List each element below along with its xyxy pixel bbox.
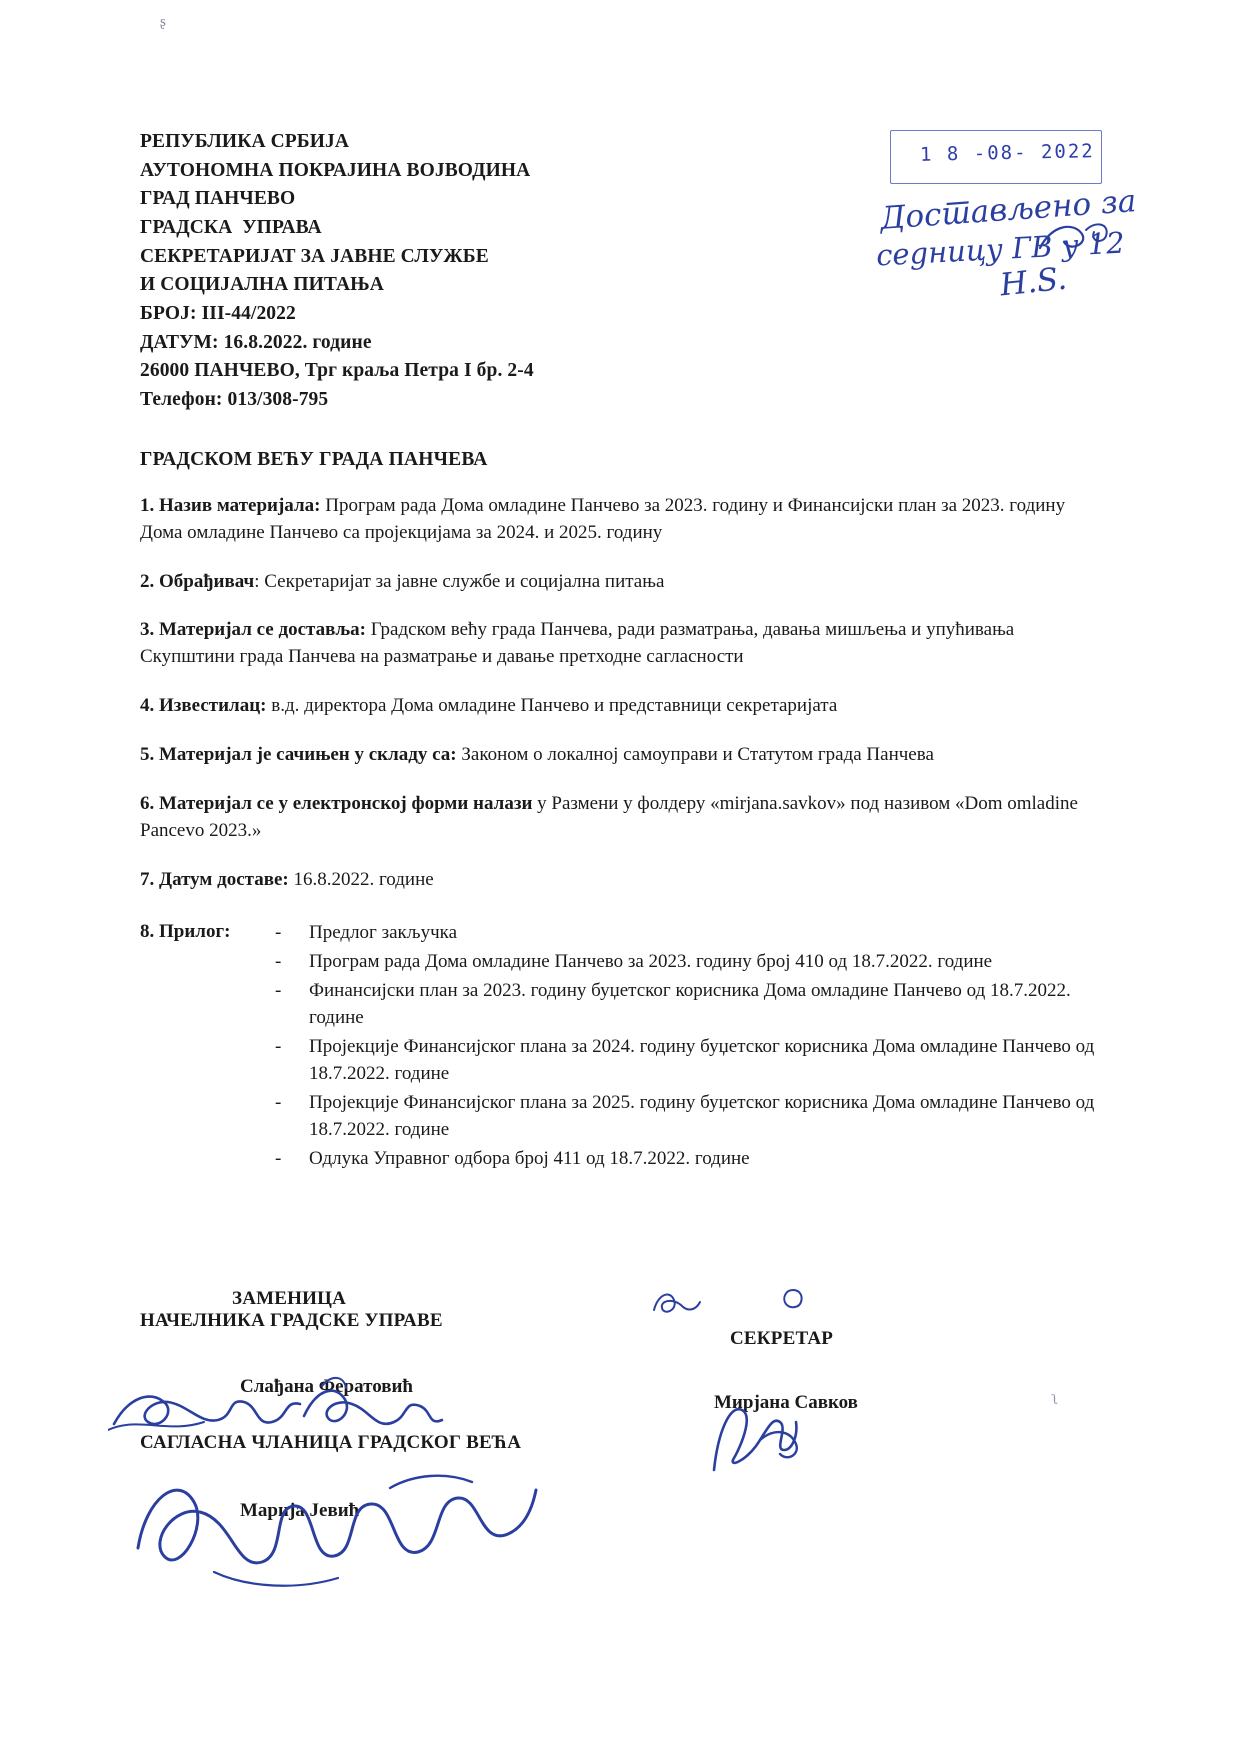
item-4-text: в.д. директора Дома омладине Панчево и представници секретаријата [266, 695, 838, 717]
letterhead-line-1: РЕПУБЛИКА СРБИЈА [140, 131, 350, 152]
attachment-item [275, 1146, 1100, 1173]
attachment-item [275, 1034, 1100, 1088]
deputy-name: Слађана Фератовић [240, 1376, 413, 1397]
list-dash: - [275, 1036, 282, 1058]
item-6-label: 6. Материјал се у електронској форми налази [140, 793, 533, 815]
letterhead-document-number: БРОЈ: III-44/2022 [140, 302, 296, 324]
attachment-item [275, 978, 1100, 1032]
letterhead [140, 128, 1100, 415]
letterhead-line-3: ГРАД ПАНЧЕВО [140, 188, 296, 210]
item-1 [140, 493, 1100, 547]
item-7-text: 16.8.2022. године [288, 869, 434, 891]
deputy-title-line1: ЗАМЕНИЦА [232, 1288, 347, 1309]
letterhead-line-4: ГРАДСКА УПРАВА [140, 216, 322, 238]
attachment-item-text: Програм рада Дома омладине Панчево за 2023. годину број 410 од 18.7.2022. године [309, 951, 993, 973]
letterhead-line-5: СЕКРЕТАРИЈАТ ЗА ЈАВНЕ СЛУЖБЕ [140, 245, 489, 267]
letterhead-line-6: И СОЦИЈАЛНА ПИТАЊА [140, 274, 384, 296]
list-dash: - [275, 1148, 282, 1169]
item-8 [140, 920, 1100, 1175]
item-6 [140, 791, 1100, 845]
handwritten-initials: H.S. [998, 260, 1069, 304]
item-7-label: 7. Датум доставе: [140, 869, 289, 891]
attachment-item [275, 949, 1100, 976]
council-member-title: САГЛАСНА ЧЛАНИЦА ГРАДСКОГ ВЕЋА [140, 1432, 522, 1453]
secretary-title: СЕКРЕТАР [730, 1328, 834, 1349]
stamp-date: 1 8 -08- 2022 [919, 140, 1095, 166]
item-2 [140, 569, 1100, 596]
item-8-label: 8. Прилог: [140, 921, 231, 943]
item-1-label: 1. Назив материјала: [140, 494, 321, 516]
item-5-label: 5. Материјал је сачињен у складу са: [140, 744, 457, 766]
corner-pen-mark: ʂ [160, 14, 166, 30]
attachment-item [275, 1090, 1100, 1144]
item-1-text: Програм рада Дома омладине Панчево за 2023. годину и Финансијски план за 2023. годину Дома омладине Панчево са пројекцијама за 2024. и 2025. годину [140, 494, 1066, 543]
attachment-item-text: Финансијски план за 2023. годину буџетског корисника Дома омладине Панчево од 18.7.2022. године [309, 980, 1071, 1029]
item-3-label: 3. Материјал се доставља: [140, 619, 366, 641]
item-5-text: Законом о локалној самоуправи и Статутом града Панчева [456, 744, 934, 766]
secretary-name: Мирјана Савков [714, 1392, 858, 1413]
item-5 [140, 742, 1100, 769]
handwritten-note-line1: Достављено за [879, 183, 1138, 237]
secretary-title-ink-circle [780, 1286, 806, 1312]
edge-pen-mark: ʅ [1052, 1392, 1059, 1408]
letterhead-date: ДАТУМ: 16.8.2022. године [140, 331, 372, 353]
handwritten-note-line2: седницу ГВ у 12 [875, 225, 1126, 273]
attachment-item [275, 920, 1100, 947]
item-4 [140, 693, 1100, 720]
deputy-title-line2: НАЧЕЛНИКА ГРАДСКЕ УПРАВЕ [140, 1310, 443, 1331]
letterhead-line-2: АУТОНОМНА ПОКРАЈИНА ВОЈВОДИНА [140, 159, 531, 181]
signature-block-left [140, 1288, 620, 1522]
letterhead-phone: Телефон: 013/308-795 [140, 388, 329, 410]
item-7 [140, 867, 1100, 894]
item-3 [140, 617, 1100, 671]
item-3-text: Градском већу града Панчева, ради разматрања, давања мишљења и упућивања Скупштини града Панчева на разматрање и давање претходне сагласности [140, 619, 1015, 668]
letterhead-address: 26000 ПАНЧЕВО, Трг краља Петра I бр. 2-4 [140, 360, 534, 382]
document-body [140, 128, 1100, 1175]
list-dash: - [275, 922, 282, 944]
attachment-item-text: Пројекције Финансијског плана за 2024. годину буџетског корисника Дома омладине Панчево од 18.7.2022. године [309, 1036, 1095, 1085]
item-6-text: у Размени у фолдеру «mirjana.savkov» под називом «Dom omladine Pancevo 2023.» [140, 793, 1078, 842]
council-member-name: Марија Јевић [240, 1500, 360, 1521]
addressee: ГРАДСКОМ ВЕЋУ ГРАДА ПАНЧЕВА [140, 448, 488, 470]
item-2-text: : Секретаријат за јавне службе и социјална питања [254, 570, 665, 592]
item-4-label: 4. Известилац: [140, 695, 267, 717]
list-dash: - [275, 1092, 282, 1114]
attachment-item-text: Предлог закључка [309, 922, 458, 944]
item-2-label: 2. Обрађивач [140, 570, 255, 592]
secretary-title-ink-mark [648, 1284, 708, 1324]
list-dash: - [275, 980, 282, 1002]
signature-block-right [700, 1328, 1060, 1414]
attachment-item-text: Пројекције Финансијског плана за 2025. годину буџетског корисника Дома омладине Панчево од 18.7.2022. године [309, 1092, 1095, 1141]
attachment-list [275, 920, 1100, 1175]
attachment-item-text: Одлука Управног одбора број 411 од 18.7.2022. године [309, 1148, 750, 1169]
list-dash: - [275, 951, 282, 973]
